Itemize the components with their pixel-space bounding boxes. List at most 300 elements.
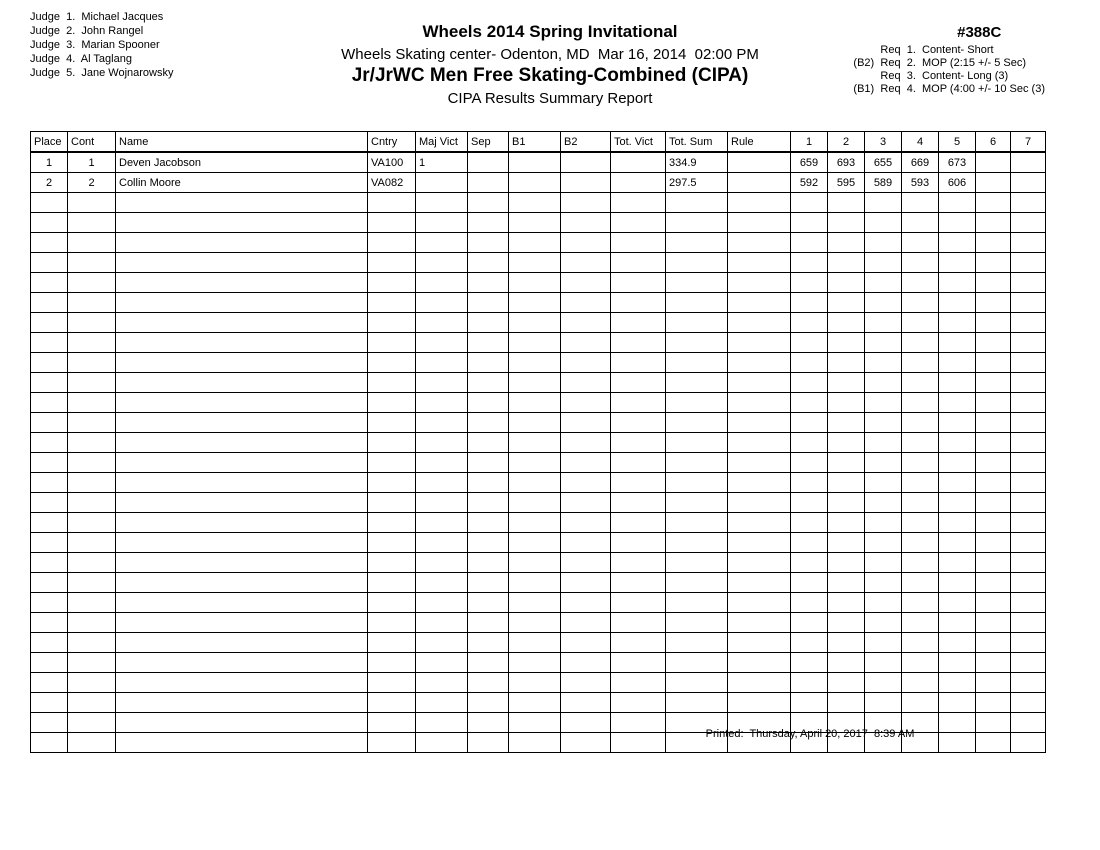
empty-cell [368,193,416,213]
empty-cell [828,473,865,493]
empty-cell [666,653,728,673]
result-cell: 669 [902,152,939,173]
empty-cell [116,213,368,233]
empty-cell [1011,653,1046,673]
empty-cell [509,573,561,593]
column-header: Maj Vict [416,132,468,153]
empty-cell [828,693,865,713]
column-header: 2 [828,132,865,153]
empty-cell [31,293,68,313]
empty-cell [1011,713,1046,733]
empty-cell [1011,733,1046,753]
result-cell [561,152,611,173]
empty-cell [68,193,116,213]
empty-cell [865,513,902,533]
empty-cell [939,493,976,513]
empty-cell [468,593,509,613]
empty-cell [728,473,791,493]
empty-cell [416,353,468,373]
empty-cell [31,193,68,213]
empty-cell [902,353,939,373]
result-cell [468,173,509,193]
empty-cell [31,433,68,453]
empty-cell [865,533,902,553]
empty-cell [68,353,116,373]
empty-cell [509,353,561,373]
empty-cell [31,353,68,373]
empty-cell [1011,193,1046,213]
empty-cell [976,693,1011,713]
empty-cell [865,373,902,393]
empty-cell [116,393,368,413]
empty-cell [902,313,939,333]
empty-cell [561,193,611,213]
empty-cell [1011,693,1046,713]
empty-cell [416,633,468,653]
empty-cell [976,233,1011,253]
column-header: Cntry [368,132,416,153]
empty-cell [976,433,1011,453]
judge-line: Judge 2. John Rangel [30,25,144,37]
empty-cell [31,633,68,653]
empty-cell [666,413,728,433]
empty-cell [902,413,939,433]
empty-cell [939,453,976,473]
requirement-line [853,83,1045,96]
empty-cell [976,513,1011,533]
empty-cell [116,633,368,653]
empty-cell [561,713,611,733]
requirement-prefix [853,70,880,83]
empty-row [31,373,1046,393]
empty-cell [561,633,611,653]
empty-cell [368,433,416,453]
empty-cell [416,213,468,233]
empty-cell [468,573,509,593]
empty-cell [666,693,728,713]
empty-cell [1011,613,1046,633]
empty-cell [611,233,666,253]
empty-cell [116,373,368,393]
empty-cell [31,493,68,513]
empty-cell [116,273,368,293]
empty-cell [791,633,828,653]
empty-cell [939,213,976,233]
empty-cell [68,373,116,393]
empty-cell [865,393,902,413]
empty-cell [611,293,666,313]
empty-cell [666,313,728,333]
empty-cell [902,533,939,553]
result-cell [728,152,791,173]
empty-cell [611,373,666,393]
empty-cell [68,293,116,313]
empty-cell [791,413,828,433]
empty-cell [561,733,611,753]
column-header: 6 [976,132,1011,153]
empty-cell [68,553,116,573]
empty-cell [611,633,666,653]
requirement-line [853,70,1045,83]
empty-cell [509,593,561,613]
empty-cell [611,553,666,573]
empty-cell [31,613,68,633]
empty-cell [68,733,116,753]
empty-cell [666,393,728,413]
empty-cell [828,573,865,593]
empty-cell [865,433,902,453]
empty-cell [1011,233,1046,253]
result-cell [611,173,666,193]
result-row [31,152,1046,173]
empty-cell [666,473,728,493]
empty-cell [68,613,116,633]
empty-cell [368,413,416,433]
empty-cell [368,313,416,333]
empty-cell [416,693,468,713]
empty-row [31,673,1046,693]
empty-cell [865,493,902,513]
empty-cell [68,453,116,473]
empty-cell [791,693,828,713]
empty-cell [728,293,791,313]
column-header: Place [31,132,68,153]
empty-cell [865,573,902,593]
empty-cell [561,273,611,293]
empty-cell [828,233,865,253]
empty-cell [561,313,611,333]
empty-cell [791,453,828,473]
result-cell: VA082 [368,173,416,193]
empty-cell [865,213,902,233]
result-cell: 595 [828,173,865,193]
empty-cell [611,433,666,453]
empty-cell [939,413,976,433]
empty-cell [468,553,509,573]
results-table [30,131,1046,753]
empty-cell [561,533,611,553]
empty-cell [561,373,611,393]
empty-cell [116,193,368,213]
empty-cell [468,653,509,673]
printed-timestamp: Printed: Thursday, April 20, 2017 8:39 AM [705,728,915,740]
empty-cell [902,393,939,413]
empty-cell [902,493,939,513]
column-header: Cont [68,132,116,153]
column-header: Tot. Vict [611,132,666,153]
empty-cell [31,713,68,733]
empty-cell [902,653,939,673]
empty-cell [865,553,902,573]
empty-cell [368,633,416,653]
empty-cell [468,273,509,293]
empty-cell [1011,253,1046,273]
empty-cell [865,233,902,253]
empty-cell [468,313,509,333]
result-cell [728,173,791,193]
empty-cell [68,333,116,353]
empty-cell [561,513,611,533]
empty-cell [368,293,416,313]
empty-cell [68,573,116,593]
result-cell: 673 [939,152,976,173]
empty-cell [368,373,416,393]
result-cell: 606 [939,173,976,193]
empty-cell [828,353,865,373]
empty-cell [509,333,561,353]
column-header: B1 [509,132,561,153]
empty-cell [865,613,902,633]
empty-cell [116,433,368,453]
empty-cell [31,473,68,493]
empty-cell [728,553,791,573]
empty-cell [728,593,791,613]
empty-cell [368,733,416,753]
empty-cell [68,233,116,253]
empty-cell [68,693,116,713]
empty-cell [939,673,976,693]
result-cell [611,152,666,173]
empty-cell [728,233,791,253]
empty-cell [791,493,828,513]
empty-cell [1011,213,1046,233]
empty-cell [976,713,1011,733]
result-cell: 297.5 [666,173,728,193]
empty-cell [68,513,116,533]
empty-cell [902,333,939,353]
empty-cell [31,553,68,573]
empty-cell [1011,333,1046,353]
empty-cell [666,253,728,273]
result-cell [976,173,1011,193]
empty-cell [939,353,976,373]
empty-cell [509,453,561,473]
empty-cell [468,433,509,453]
empty-cell [31,653,68,673]
empty-cell [939,513,976,533]
empty-cell [828,513,865,533]
empty-cell [68,433,116,453]
empty-cell [468,213,509,233]
requirement-text: Req 4. MOP (4:00 +/- 10 Sec (3) [880,83,1045,95]
empty-cell [1011,513,1046,533]
judge-line: Judge 5. Jane Wojnarowsky [30,67,174,79]
result-cell: 1 [68,152,116,173]
empty-cell [791,533,828,553]
empty-row [31,453,1046,473]
empty-cell [416,313,468,333]
empty-cell [116,673,368,693]
empty-cell [791,333,828,353]
empty-cell [902,513,939,533]
empty-cell [611,593,666,613]
empty-cell [976,333,1011,353]
requirement-prefix: (B1) [853,83,875,95]
empty-cell [939,633,976,653]
empty-cell [368,673,416,693]
empty-cell [791,653,828,673]
empty-cell [976,253,1011,273]
empty-cell [116,493,368,513]
result-cell [509,173,561,193]
empty-cell [509,673,561,693]
empty-cell [828,193,865,213]
empty-cell [611,573,666,593]
empty-cell [976,413,1011,433]
empty-cell [416,733,468,753]
result-cell: 334.9 [666,152,728,173]
empty-cell [468,613,509,633]
empty-cell [791,193,828,213]
empty-cell [416,673,468,693]
empty-cell [416,233,468,253]
empty-cell [728,573,791,593]
empty-cell [902,293,939,313]
column-header: Name [116,132,368,153]
empty-cell [31,333,68,353]
result-cell: 1 [416,152,468,173]
empty-cell [666,213,728,233]
result-cell: VA100 [368,152,416,173]
empty-cell [976,213,1011,233]
empty-cell [416,333,468,353]
empty-cell [666,533,728,553]
empty-cell [31,413,68,433]
result-cell: 2 [68,173,116,193]
empty-cell [828,673,865,693]
empty-cell [939,193,976,213]
empty-cell [68,673,116,693]
column-header: 3 [865,132,902,153]
judge-line: Judge 3. Marian Spooner [30,39,160,51]
empty-cell [31,453,68,473]
empty-cell [31,533,68,553]
empty-cell [561,593,611,613]
empty-cell [728,333,791,353]
empty-cell [416,253,468,273]
empty-cell [611,193,666,213]
empty-cell [416,613,468,633]
empty-cell [368,513,416,533]
result-cell: 592 [791,173,828,193]
empty-cell [611,513,666,533]
column-header: 7 [1011,132,1046,153]
empty-cell [509,733,561,753]
result-cell [468,152,509,173]
empty-cell [791,613,828,633]
empty-cell [611,613,666,633]
empty-cell [865,593,902,613]
empty-cell [902,613,939,633]
empty-cell [791,353,828,373]
result-cell: 2 [31,173,68,193]
empty-cell [976,733,1011,753]
empty-cell [116,313,368,333]
empty-cell [976,493,1011,513]
empty-cell [561,213,611,233]
empty-row [31,313,1046,333]
empty-cell [728,653,791,673]
empty-cell [116,713,368,733]
empty-cell [468,293,509,313]
empty-cell [976,273,1011,293]
empty-cell [611,653,666,673]
empty-cell [865,193,902,213]
empty-cell [468,713,509,733]
empty-cell [902,573,939,593]
empty-cell [416,193,468,213]
empty-cell [828,453,865,473]
empty-cell [939,333,976,353]
empty-cell [939,393,976,413]
empty-cell [976,193,1011,213]
result-row [31,173,1046,193]
empty-cell [939,553,976,573]
empty-cell [902,693,939,713]
event-number: #388C [957,24,1002,41]
empty-cell [68,533,116,553]
empty-cell [828,413,865,433]
empty-cell [902,673,939,693]
empty-cell [828,633,865,653]
event-title: Jr/JrWC Men Free Skating-Combined (CIPA) [351,65,749,86]
requirement-text: Req 1. Content- Short [880,44,994,56]
empty-cell [828,333,865,353]
empty-cell [368,693,416,713]
empty-cell [468,193,509,213]
empty-cell [68,413,116,433]
empty-cell [368,453,416,473]
empty-cell [416,413,468,433]
empty-cell [939,573,976,593]
column-header: Rule [728,132,791,153]
empty-cell [666,593,728,613]
empty-cell [1011,493,1046,513]
empty-cell [68,713,116,733]
requirements-list [853,44,1045,96]
empty-cell [368,493,416,513]
empty-cell [116,413,368,433]
empty-cell [976,553,1011,573]
empty-cell [865,293,902,313]
empty-cell [611,253,666,273]
empty-cell [611,333,666,353]
empty-cell [976,393,1011,413]
empty-row [31,413,1046,433]
empty-cell [666,433,728,453]
empty-cell [976,353,1011,373]
empty-cell [939,693,976,713]
empty-cell [1011,413,1046,433]
empty-cell [828,253,865,273]
empty-cell [561,493,611,513]
column-header: Sep [468,132,509,153]
empty-cell [902,373,939,393]
empty-cell [468,413,509,433]
empty-cell [561,413,611,433]
column-header: 5 [939,132,976,153]
empty-cell [939,653,976,673]
empty-row [31,473,1046,493]
empty-cell [611,313,666,333]
empty-cell [509,553,561,573]
empty-row [31,493,1046,513]
empty-cell [116,233,368,253]
empty-cell [416,453,468,473]
empty-cell [791,213,828,233]
empty-cell [939,613,976,633]
empty-cell [561,393,611,413]
